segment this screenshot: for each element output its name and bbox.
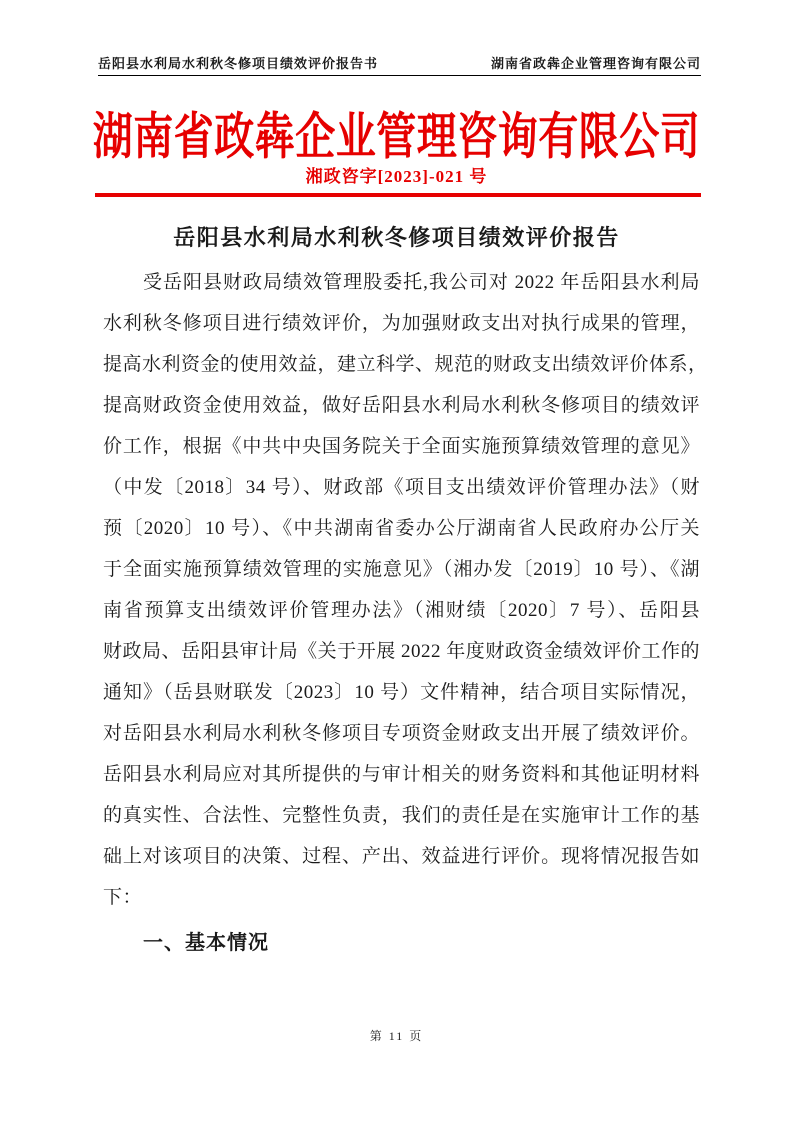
header-left-title: 岳阳县水利局水利秋冬修项目绩效评价报告书 <box>98 56 379 71</box>
body-line: 南省预算支出绩效评价管理办法》（湘财绩〔2020〕7 号）、岳阳县 <box>103 600 700 621</box>
letterhead-company-name: 湖南省政犇企业管理咨询有限公司 <box>92 108 701 165</box>
body-line: 财政局、岳阳县审计局《关于开展 2022 年度财政资金绩效评价工作的 <box>103 641 700 662</box>
body-line: 价工作，根据《中共中央国务院关于全面实施预算绩效管理的意见》 <box>103 436 700 457</box>
body-line: 岳阳县水利局应对其所提供的与审计相关的财务资料和其他证明材料 <box>103 764 700 785</box>
body-line: 水利秋冬修项目进行绩效评价，为加强财政支出对执行成果的管理， <box>103 313 700 334</box>
body-line: 预〔2020〕10 号）、《中共湖南省委办公厅湖南省人民政府办公厅关 <box>103 518 700 539</box>
page-number: 第 11 页 <box>369 1029 424 1043</box>
body-line: （中发〔2018〕34 号）、财政部《项目支出绩效评价管理办法》（财 <box>103 477 700 498</box>
body-line: 于全面实施预算绩效管理的实施意见》（湘办发〔2019〕10 号）、《湖 <box>103 559 700 580</box>
page-header <box>98 53 701 76</box>
body-line: 础上对该项目的决策、过程、产出、效益进行评价。现将情况报告如 <box>103 846 700 867</box>
header-right-company: 湖南省政犇企业管理咨询有限公司 <box>490 56 701 71</box>
section-heading: 一、基本情况 <box>143 932 269 954</box>
page-footer <box>0 1027 793 1044</box>
body-line: 通知》（岳县财联发〔2023〕10 号）文件精神，结合项目实际情况， <box>103 682 700 703</box>
body-line: 的真实性、合法性、完整性负责，我们的责任是在实施审计工作的基 <box>103 805 700 826</box>
body-line: 提高财政资金使用效益，做好岳阳县水利局水利秋冬修项目的绩效评 <box>103 395 700 416</box>
body-line: 提高水利资金的使用效益，建立科学、规范的财政支出绩效评价体系， <box>103 354 708 375</box>
report-title: 岳阳县水利局水利秋冬修项目绩效评价报告 <box>173 225 620 250</box>
letterhead-divider-rule <box>95 193 701 197</box>
body-paragraph <box>103 262 708 918</box>
body-line: 受岳阳县财政局绩效管理股委托,我公司对 2022 年岳阳县水利局 <box>143 272 700 293</box>
letterhead-doc-number: 湘政咨字[2023]-021 号 <box>305 167 488 186</box>
body-line: 下： <box>103 887 143 908</box>
body-line: 对岳阳县水利局水利秋冬修项目专项资金财政支出开展了绩效评价。 <box>103 723 700 744</box>
